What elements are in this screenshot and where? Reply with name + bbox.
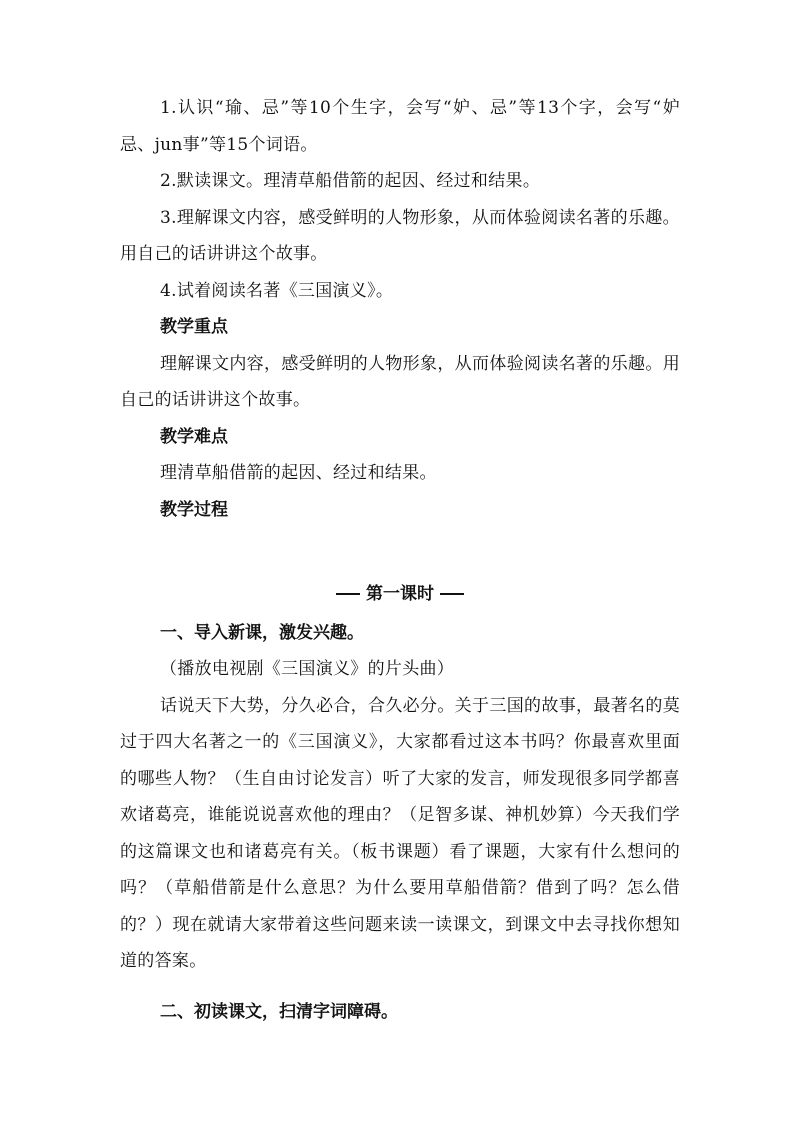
- objective-3: 3.理解课文内容，感受鲜明的人物形象，从而体验阅读名著的乐趣。用自己的话讲讲这个故事。: [120, 207, 680, 264]
- difficulties-heading: 教学难点: [160, 426, 228, 447]
- lesson-title-text: 第一课时: [366, 584, 434, 604]
- section2-heading: 二、初读课文，扫清字词障碍。: [160, 1001, 398, 1022]
- right-dash: [440, 593, 464, 595]
- section1-heading: 一、导入新课，激发兴趣。: [160, 622, 364, 643]
- objective-2: 2.默读课文。理清草船借箭的起因、经过和结果。: [160, 171, 541, 191]
- section1-body: 话说天下大势，分久必合，合久必分。关于三国的故事，最著名的莫过于四大名著之一的《三国演义》，大家都看过这本书吗？你最喜欢里面的哪些人物？（生自由讨论发言）听了大家的发言，师发现很多同学都喜欢诸葛亮，谁能说说喜欢他的理由？（足智多谋、神机妙算）今天我们学的这篇课文也和诸葛亮有关。（板书课题）看了课题，大家有什么想问的吗？（草船借箭是什么意思？为什么要用草船借箭？借到了吗？怎么借的？）现在就请大家带着这些问题来读一读课文，到课文中去寻找你想知道的答案。: [120, 695, 680, 971]
- lesson-plan-content: [120, 90, 680, 1030]
- lesson-title: [120, 528, 680, 615]
- section1-note: （播放电视剧《三国演义》的片头曲）: [160, 659, 455, 679]
- process-heading: 教学过程: [160, 499, 228, 520]
- key-points-heading: 教学重点: [160, 317, 228, 337]
- objective-4: 4.试着阅读名著《三国演义》。: [160, 280, 394, 301]
- left-dash: [336, 593, 360, 595]
- objective-1: 1.认识“瑜、忌”等10个生字，会写“妒、忌”等13个字，会写“妒忌、jun事”等15个词语。: [120, 98, 680, 155]
- key-points-text: 理解课文内容，感受鲜明的人物形象，从而体验阅读名著的乐趣。用自己的话讲讲这个故事。: [120, 353, 680, 410]
- difficulties-text: 理清草船借箭的起因、经过和结果。: [160, 463, 437, 483]
